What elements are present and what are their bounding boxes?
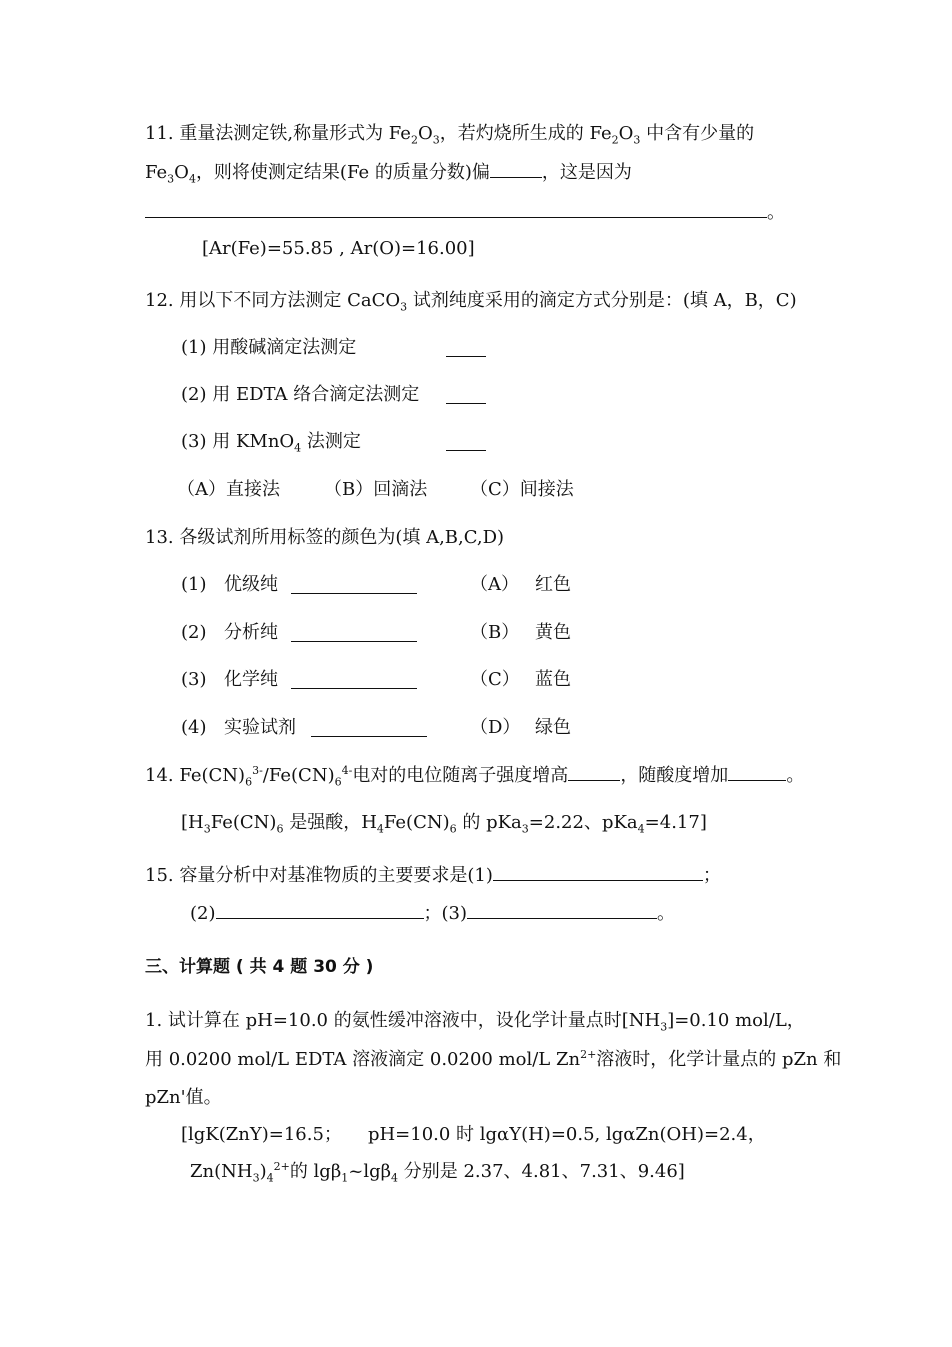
subscript: 3 [167, 172, 175, 186]
subscript: 3 [252, 1171, 260, 1185]
q14-note [181, 812, 707, 834]
c1-text: 的 lgβ [289, 1161, 342, 1182]
subscript: 3 [660, 1020, 668, 1034]
c1-text: ]=0.10 mol/L， [667, 1010, 805, 1031]
q11-text: O [417, 123, 433, 144]
q11-text: O [618, 123, 634, 144]
q12-text: 试剂纯度采用的滴定方式分别是：(填 A，B，C) [407, 290, 797, 311]
c1-text: ) [259, 1161, 267, 1182]
q13-option-color: 蓝色 [535, 669, 571, 690]
q15-text: (2) [190, 903, 216, 924]
q12-option-a: （A）直接法 [177, 479, 280, 500]
q13-item-num: (1) [181, 574, 207, 595]
q11-line2 [145, 161, 632, 184]
c1-note2 [190, 1161, 685, 1183]
q11-text: 11. 重量法测定铁,称量形式为 Fe [145, 123, 411, 144]
q14-text: ，随酸度增加 [620, 765, 729, 786]
q12-stem [145, 290, 797, 312]
q13-item-num: (4) [181, 717, 207, 738]
section-heading: 三、计算题 ( 共 4 题 30 分 ) [145, 957, 374, 977]
q13-option-letter: （C） [470, 669, 520, 690]
q11-line1 [145, 123, 754, 145]
q11-text: ，这是因为 [541, 162, 632, 183]
q13-item-num: (3) [181, 669, 207, 690]
q14-text: 是强酸，H [283, 812, 377, 833]
subscript: 2 [410, 133, 418, 147]
q14-text: 14. Fe(CN) [145, 765, 246, 786]
q13-option-color: 绿色 [535, 717, 571, 738]
answer-blank[interactable] [446, 340, 486, 357]
answer-blank[interactable] [728, 764, 786, 781]
subscript: 3 [400, 300, 408, 314]
q12-text: 法测定 [301, 431, 361, 452]
q13-item-label: 化学纯 [224, 669, 278, 690]
answer-blank[interactable] [311, 720, 427, 737]
c1-text: 溶液时，化学计量点的 pZn 和 [596, 1049, 842, 1070]
subscript: 6 [449, 822, 457, 836]
q12-option-b: （B）回滴法 [324, 479, 428, 500]
c1-line2 [145, 1049, 841, 1071]
c1-text: 1. 试计算在 pH=10.0 的氨性缓冲溶液中，设化学计量点时[NH [145, 1010, 661, 1031]
q13-option-letter: （D） [470, 717, 521, 738]
subscript: 6 [276, 822, 284, 836]
q13-option-letter: （A） [470, 574, 519, 595]
q11-line3 [145, 201, 785, 224]
subscript: 6 [245, 775, 253, 789]
subscript: 6 [334, 775, 342, 789]
q12-item3 [181, 431, 361, 453]
q12-item2: (2) 用 EDTA 络合滴定法测定 [181, 384, 420, 405]
c1-text: ~lgβ [348, 1161, 392, 1182]
q13-stem: 13. 各级试剂所用标签的颜色为(填 A,B,C,D) [145, 527, 505, 548]
subscript: 1 [341, 1171, 349, 1185]
subscript: 4 [188, 172, 196, 186]
q15-line2 [190, 902, 675, 925]
q14-text: 的 pKa [456, 812, 522, 833]
subscript: 3 [203, 822, 211, 836]
superscript: 4- [341, 764, 353, 777]
q13-item-label: 分析纯 [224, 622, 278, 643]
answer-blank[interactable] [291, 672, 417, 689]
subscript: 4 [376, 822, 384, 836]
q14-text: /Fe(CN) [262, 765, 335, 786]
answer-blank[interactable] [446, 434, 486, 451]
answer-blank[interactable] [568, 764, 620, 781]
q14-text: =4.17] [644, 812, 707, 833]
q14-text: [H [181, 812, 204, 833]
q11-text: 。 [767, 202, 785, 223]
q12-text: (3) 用 KMnO [181, 431, 295, 452]
q14-line1 [145, 764, 804, 787]
q11-text: ，则将使测定结果(Fe 的质量分数)偏 [195, 162, 490, 183]
c1-text: 分别是 2.37、4.81、7.31、9.46] [398, 1161, 685, 1182]
c1-text: pH=10.0 时 lgαY(H)=0.5, lgαZn(OH)=2.4， [367, 1124, 766, 1145]
q13-item-num: (2) [181, 622, 207, 643]
q11-text: 中含有少量的 [640, 123, 755, 144]
q11-note: [Ar(Fe)=55.85 , Ar(O)=16.00] [202, 238, 475, 259]
q12-item1: (1) 用酸碱滴定法测定 [181, 337, 357, 358]
answer-blank[interactable] [291, 625, 417, 642]
subscript: 4 [266, 1171, 274, 1185]
subscript: 3 [432, 133, 440, 147]
c1-line3: pZn'值。 [145, 1087, 222, 1108]
q15-text: ； [702, 865, 721, 886]
subscript: 3 [521, 822, 529, 836]
q14-text: Fe(CN) [210, 812, 277, 833]
q11-text: ，若灼烧所生成的 Fe [439, 123, 612, 144]
subscript: 2 [611, 133, 619, 147]
q11-text: Fe [145, 162, 168, 183]
q15-text: 。 [657, 903, 675, 924]
subscript: 4 [637, 822, 645, 836]
c1-text: [lgK(ZnY)=16.5； [181, 1124, 342, 1145]
answer-blank[interactable] [467, 902, 657, 919]
answer-blank[interactable] [493, 864, 703, 881]
c1-note1 [181, 1124, 766, 1146]
answer-blank[interactable] [446, 387, 486, 404]
superscript: 3- [252, 764, 263, 777]
q15-line1 [145, 864, 721, 887]
q13-option-color: 黄色 [535, 622, 571, 643]
answer-blank[interactable] [490, 161, 542, 178]
q11-text: O [174, 162, 189, 183]
q12-text: 12. 用以下不同方法测定 CaCO [145, 290, 401, 311]
q14-text: =2.22、pKa [528, 812, 638, 833]
subscript: 4 [391, 1171, 399, 1185]
c1-text: 用 0.0200 mol/L EDTA 溶液滴定 0.0200 mol/L Zn [145, 1049, 581, 1070]
subscript: 3 [633, 133, 641, 147]
q13-item-label: 优级纯 [224, 574, 278, 595]
q14-text: Fe(CN) [383, 812, 450, 833]
answer-blank[interactable] [145, 201, 767, 218]
q13-option-color: 红色 [535, 574, 571, 595]
c1-text: Zn(NH [190, 1161, 253, 1182]
q12-option-c: （C）间接法 [470, 479, 574, 500]
superscript: 2+ [580, 1048, 597, 1061]
q15-text: ；(3) [423, 903, 467, 924]
subscript: 4 [294, 441, 302, 455]
answer-blank[interactable] [216, 902, 424, 919]
superscript: 2+ [273, 1160, 290, 1173]
q13-item-label: 实验试剂 [224, 717, 296, 738]
answer-blank[interactable] [291, 577, 417, 594]
q15-text: 15. 容量分析中对基准物质的主要要求是(1) [145, 865, 493, 886]
q14-text: 。 [786, 765, 805, 786]
q13-option-letter: （B） [470, 622, 520, 643]
c1-line1 [145, 1010, 805, 1032]
q14-text: 电对的电位随离子强度增高 [352, 765, 569, 786]
